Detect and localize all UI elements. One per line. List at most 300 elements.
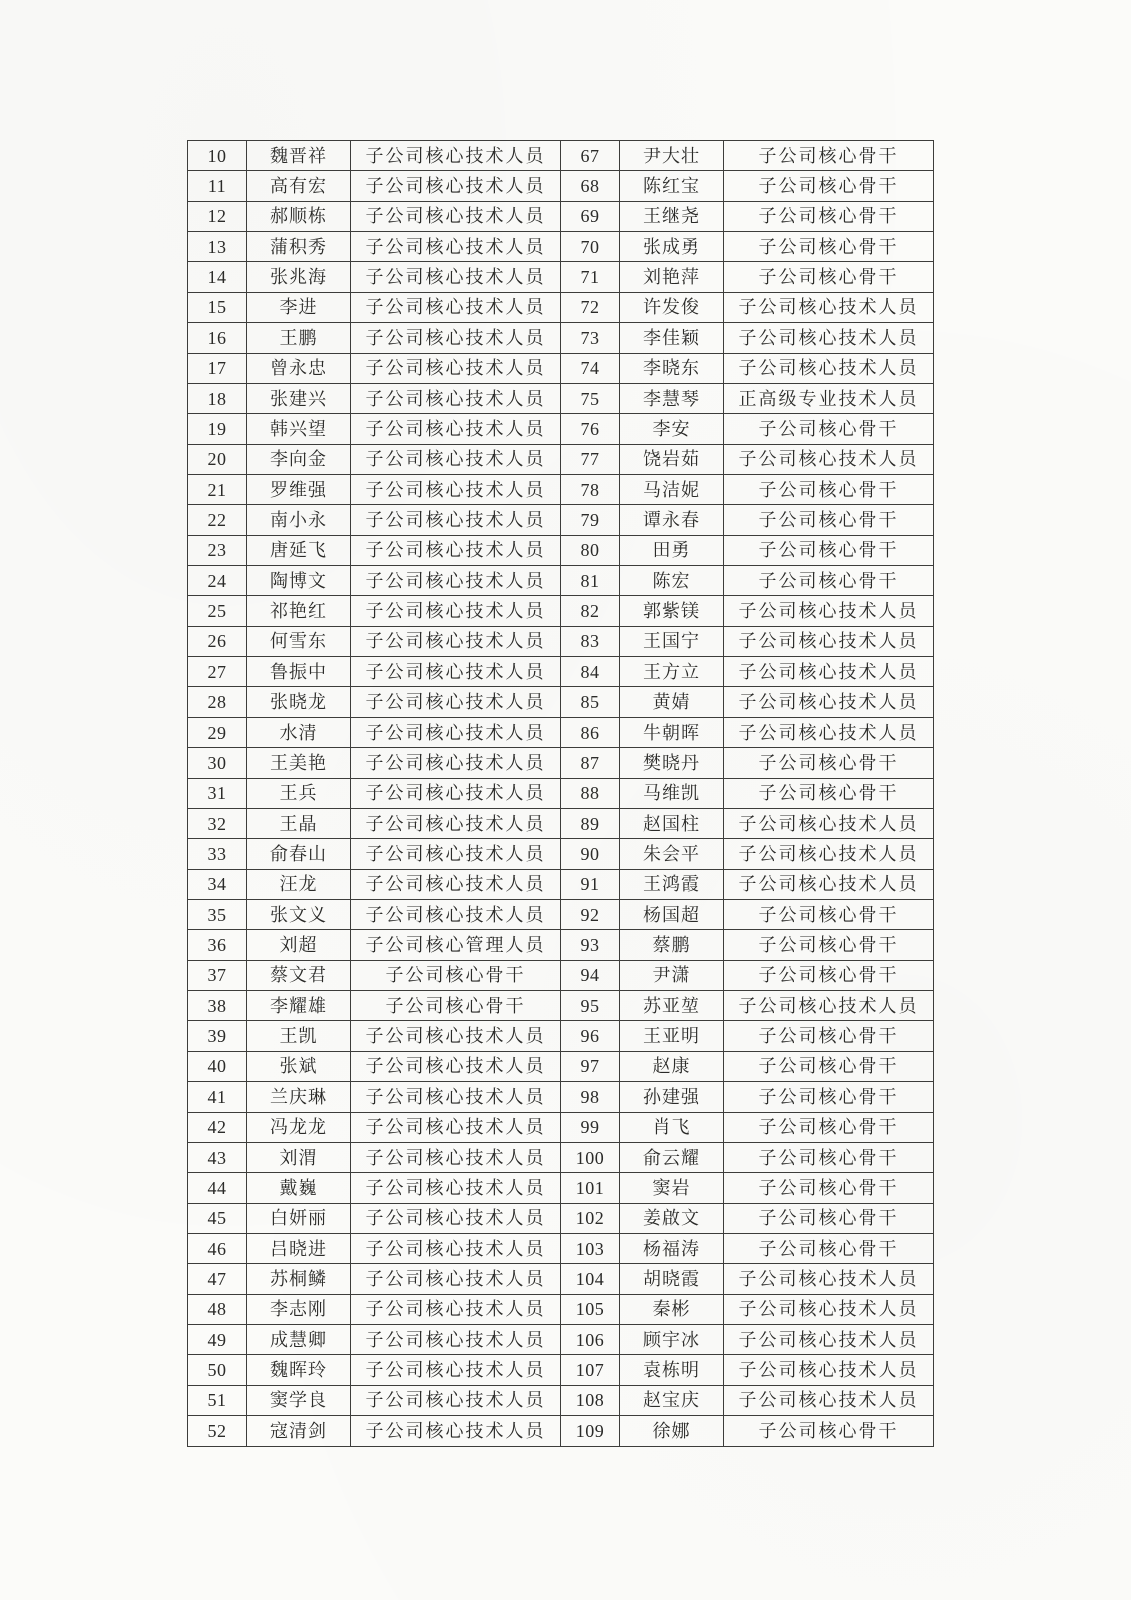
row-number-left: 37 [188,960,247,990]
table-row [188,687,934,717]
row-number-right: 109 [561,1416,620,1447]
row-number-right: 85 [561,687,620,717]
person-name-right: 胡晓霞 [620,1264,724,1294]
person-name-right: 谭永春 [620,505,724,535]
row-number-right: 91 [561,869,620,899]
row-number-right: 92 [561,899,620,929]
person-title-left: 子公司核心管理人员 [351,930,561,960]
table-row [188,1355,934,1385]
person-name-right: 刘艳萍 [620,262,724,292]
person-title-left: 子公司核心技术人员 [351,839,561,869]
person-title-right: 子公司核心骨干 [724,1203,934,1233]
person-name-left: 王凯 [247,1021,351,1051]
row-number-left: 16 [188,323,247,353]
person-title-right: 子公司核心技术人员 [724,687,934,717]
person-name-right: 杨福涛 [620,1233,724,1263]
table-row [188,717,934,747]
person-title-right: 子公司核心技术人员 [724,869,934,899]
person-name-left: 祁艳红 [247,596,351,626]
person-title-left: 子公司核心技术人员 [351,1203,561,1233]
table-row [188,1294,934,1324]
person-title-left: 子公司核心技术人员 [351,899,561,929]
person-name-left: 蒲积秀 [247,232,351,262]
person-title-right: 子公司核心技术人员 [724,626,934,656]
table-row [188,748,934,778]
person-title-left: 子公司核心技术人员 [351,1325,561,1355]
person-title-left: 子公司核心骨干 [351,991,561,1021]
person-name-left: 水清 [247,717,351,747]
row-number-left: 51 [188,1385,247,1415]
person-title-right: 子公司核心技术人员 [724,839,934,869]
person-title-left: 子公司核心技术人员 [351,535,561,565]
person-name-right: 郭紫镁 [620,596,724,626]
row-number-left: 41 [188,1082,247,1112]
person-name-left: 张晓龙 [247,687,351,717]
person-title-left: 子公司核心技术人员 [351,717,561,747]
person-name-right: 许发俊 [620,292,724,322]
row-number-left: 18 [188,383,247,413]
person-title-right: 子公司核心技术人员 [724,353,934,383]
person-title-right: 子公司核心骨干 [724,1051,934,1081]
person-title-right: 子公司核心骨干 [724,1173,934,1203]
person-name-left: 刘渭 [247,1142,351,1172]
table-row [188,232,934,262]
row-number-right: 71 [561,262,620,292]
row-number-left: 39 [188,1021,247,1051]
person-name-right: 尹大壮 [620,141,724,171]
person-name-left: 王美艳 [247,748,351,778]
row-number-left: 45 [188,1203,247,1233]
person-title-left: 子公司核心技术人员 [351,1021,561,1051]
row-number-right: 101 [561,1173,620,1203]
person-title-left: 子公司核心技术人员 [351,1142,561,1172]
person-title-left: 子公司核心技术人员 [351,778,561,808]
person-name-left: 高有宏 [247,171,351,201]
person-name-right: 李晓东 [620,353,724,383]
person-title-left: 子公司核心技术人员 [351,687,561,717]
person-title-right: 子公司核心骨干 [724,262,934,292]
person-name-right: 陈宏 [620,566,724,596]
person-title-left: 子公司核心技术人员 [351,869,561,899]
table-row [188,1082,934,1112]
person-title-right: 子公司核心骨干 [724,141,934,171]
row-number-right: 98 [561,1082,620,1112]
person-name-right: 尹潇 [620,960,724,990]
person-title-right: 子公司核心技术人员 [724,717,934,747]
person-name-right: 赵国柱 [620,808,724,838]
person-name-right: 黄婧 [620,687,724,717]
person-name-left: 苏桐鳞 [247,1264,351,1294]
table-row [188,1233,934,1263]
table-row [188,1173,934,1203]
table-row [188,1203,934,1233]
personnel-table-body [188,141,934,1447]
person-name-right: 杨国超 [620,899,724,929]
table-row [188,626,934,656]
person-name-right: 孙建强 [620,1082,724,1112]
person-name-left: 王鹏 [247,323,351,353]
person-title-left: 子公司核心技术人员 [351,626,561,656]
person-name-right: 姜啟文 [620,1203,724,1233]
personnel-table [187,140,934,1447]
row-number-right: 100 [561,1142,620,1172]
person-title-left: 子公司核心技术人员 [351,292,561,322]
person-name-left: 窦学良 [247,1385,351,1415]
row-number-left: 49 [188,1325,247,1355]
table-row [188,1385,934,1415]
row-number-right: 93 [561,930,620,960]
person-name-left: 张斌 [247,1051,351,1081]
table-row [188,201,934,231]
person-title-right: 子公司核心技术人员 [724,1264,934,1294]
person-name-left: 汪龙 [247,869,351,899]
person-title-left: 子公司核心技术人员 [351,141,561,171]
person-name-right: 王国宁 [620,626,724,656]
person-title-left: 子公司核心技术人员 [351,1233,561,1263]
person-name-right: 牛朝晖 [620,717,724,747]
person-title-left: 子公司核心技术人员 [351,505,561,535]
person-title-left: 子公司核心技术人员 [351,1385,561,1415]
row-number-right: 86 [561,717,620,747]
person-title-right: 子公司核心技术人员 [724,1355,934,1385]
table-row [188,839,934,869]
table-row [188,535,934,565]
person-name-left: 冯龙龙 [247,1112,351,1142]
person-title-left: 子公司核心技术人员 [351,1051,561,1081]
row-number-left: 38 [188,991,247,1021]
row-number-left: 22 [188,505,247,535]
row-number-left: 21 [188,474,247,504]
row-number-right: 79 [561,505,620,535]
person-title-left: 子公司核心技术人员 [351,1082,561,1112]
person-title-right: 子公司核心骨干 [724,535,934,565]
row-number-right: 82 [561,596,620,626]
table-row [188,1416,934,1447]
person-name-right: 李佳颖 [620,323,724,353]
row-number-left: 50 [188,1355,247,1385]
person-name-left: 唐延飞 [247,535,351,565]
person-name-left: 戴巍 [247,1173,351,1203]
person-name-right: 马维凯 [620,778,724,808]
row-number-right: 75 [561,383,620,413]
person-title-left: 子公司核心技术人员 [351,1355,561,1385]
row-number-left: 12 [188,201,247,231]
person-title-right: 子公司核心技术人员 [724,444,934,474]
person-name-left: 蔡文君 [247,960,351,990]
row-number-left: 20 [188,444,247,474]
person-title-left: 子公司核心技术人员 [351,201,561,231]
person-name-left: 俞春山 [247,839,351,869]
table-row [188,1142,934,1172]
person-title-left: 子公司核心技术人员 [351,444,561,474]
row-number-right: 102 [561,1203,620,1233]
person-title-left: 子公司核心技术人员 [351,262,561,292]
person-name-right: 赵康 [620,1051,724,1081]
row-number-left: 47 [188,1264,247,1294]
row-number-left: 32 [188,808,247,838]
row-number-left: 27 [188,657,247,687]
table-row [188,262,934,292]
person-title-left: 子公司核心技术人员 [351,1416,561,1447]
person-title-right: 子公司核心骨干 [724,930,934,960]
row-number-right: 72 [561,292,620,322]
person-title-right: 子公司核心骨干 [724,1021,934,1051]
row-number-left: 29 [188,717,247,747]
person-name-left: 鲁振中 [247,657,351,687]
row-number-right: 68 [561,171,620,201]
person-title-right: 子公司核心骨干 [724,1416,934,1447]
table-row [188,991,934,1021]
row-number-right: 83 [561,626,620,656]
person-name-right: 蔡鹏 [620,930,724,960]
person-name-right: 肖飞 [620,1112,724,1142]
person-name-right: 顾宇冰 [620,1325,724,1355]
table-row [188,474,934,504]
person-name-right: 赵宝庆 [620,1385,724,1415]
person-title-right: 子公司核心骨干 [724,748,934,778]
person-title-right: 正高级专业技术人员 [724,383,934,413]
table-row [188,141,934,171]
person-title-right: 子公司核心骨干 [724,778,934,808]
row-number-left: 52 [188,1416,247,1447]
row-number-left: 30 [188,748,247,778]
person-title-right: 子公司核心技术人员 [724,1294,934,1324]
table-row [188,414,934,444]
person-name-right: 王鸿霞 [620,869,724,899]
person-title-right: 子公司核心骨干 [724,201,934,231]
row-number-right: 80 [561,535,620,565]
person-name-left: 李向金 [247,444,351,474]
person-name-right: 秦彬 [620,1294,724,1324]
row-number-right: 96 [561,1021,620,1051]
row-number-left: 25 [188,596,247,626]
table-row [188,566,934,596]
person-title-right: 子公司核心骨干 [724,474,934,504]
person-name-left: 白妍丽 [247,1203,351,1233]
person-name-left: 寇清剑 [247,1416,351,1447]
person-name-left: 李志刚 [247,1294,351,1324]
person-title-left: 子公司核心技术人员 [351,232,561,262]
person-title-right: 子公司核心骨干 [724,960,934,990]
row-number-right: 76 [561,414,620,444]
row-number-right: 106 [561,1325,620,1355]
person-title-left: 子公司核心技术人员 [351,1173,561,1203]
row-number-left: 17 [188,353,247,383]
person-title-left: 子公司核心技术人员 [351,1264,561,1294]
table-row [188,353,934,383]
row-number-right: 97 [561,1051,620,1081]
person-name-right: 俞云耀 [620,1142,724,1172]
row-number-left: 40 [188,1051,247,1081]
row-number-right: 99 [561,1112,620,1142]
table-row [188,960,934,990]
person-name-left: 王晶 [247,808,351,838]
row-number-right: 84 [561,657,620,687]
table-row [188,383,934,413]
table-row [188,292,934,322]
person-title-left: 子公司核心技术人员 [351,474,561,504]
person-name-left: 韩兴望 [247,414,351,444]
person-name-left: 罗维强 [247,474,351,504]
row-number-left: 33 [188,839,247,869]
person-title-left: 子公司核心技术人员 [351,566,561,596]
table-row [188,808,934,838]
person-title-left: 子公司核心技术人员 [351,414,561,444]
person-name-right: 李慧琴 [620,383,724,413]
person-name-right: 苏亚堃 [620,991,724,1021]
table-row [188,596,934,626]
row-number-left: 28 [188,687,247,717]
row-number-right: 73 [561,323,620,353]
table-row [188,1112,934,1142]
person-name-left: 李耀雄 [247,991,351,1021]
person-title-right: 子公司核心骨干 [724,566,934,596]
person-name-right: 张成勇 [620,232,724,262]
row-number-left: 14 [188,262,247,292]
row-number-left: 48 [188,1294,247,1324]
table-row [188,1325,934,1355]
row-number-right: 70 [561,232,620,262]
row-number-right: 105 [561,1294,620,1324]
person-name-right: 樊晓丹 [620,748,724,778]
row-number-right: 95 [561,991,620,1021]
person-name-right: 朱会平 [620,839,724,869]
person-name-left: 吕晓进 [247,1233,351,1263]
table-row [188,1021,934,1051]
person-name-left: 兰庆琳 [247,1082,351,1112]
table-row [188,869,934,899]
person-name-left: 张兆海 [247,262,351,292]
person-name-left: 王兵 [247,778,351,808]
person-name-left: 魏晋祥 [247,141,351,171]
person-name-left: 李进 [247,292,351,322]
person-name-left: 南小永 [247,505,351,535]
person-name-left: 陶博文 [247,566,351,596]
row-number-left: 13 [188,232,247,262]
person-title-right: 子公司核心骨干 [724,232,934,262]
row-number-left: 36 [188,930,247,960]
person-title-right: 子公司核心技术人员 [724,323,934,353]
table-row [188,1264,934,1294]
row-number-left: 46 [188,1233,247,1263]
table-row [188,899,934,929]
row-number-right: 104 [561,1264,620,1294]
table-row [188,930,934,960]
person-title-right: 子公司核心骨干 [724,1233,934,1263]
table-row [188,778,934,808]
table-row [188,323,934,353]
person-title-right: 子公司核心技术人员 [724,657,934,687]
person-title-right: 子公司核心骨干 [724,1112,934,1142]
person-name-left: 魏晖玲 [247,1355,351,1385]
row-number-left: 26 [188,626,247,656]
row-number-right: 81 [561,566,620,596]
person-title-right: 子公司核心技术人员 [724,1325,934,1355]
row-number-right: 67 [561,141,620,171]
person-name-right: 李安 [620,414,724,444]
person-title-left: 子公司核心技术人员 [351,353,561,383]
row-number-left: 35 [188,899,247,929]
row-number-right: 90 [561,839,620,869]
table-row [188,171,934,201]
row-number-right: 94 [561,960,620,990]
person-title-right: 子公司核心技术人员 [724,292,934,322]
person-name-left: 郝顺栋 [247,201,351,231]
row-number-right: 107 [561,1355,620,1385]
row-number-right: 78 [561,474,620,504]
row-number-left: 24 [188,566,247,596]
person-name-left: 何雪东 [247,626,351,656]
person-name-right: 徐娜 [620,1416,724,1447]
row-number-left: 23 [188,535,247,565]
person-title-right: 子公司核心技术人员 [724,1385,934,1415]
person-title-left: 子公司核心技术人员 [351,657,561,687]
person-title-left: 子公司核心技术人员 [351,171,561,201]
person-name-right: 饶岩茹 [620,444,724,474]
person-title-left: 子公司核心技术人员 [351,1112,561,1142]
person-title-left: 子公司核心技术人员 [351,383,561,413]
person-name-right: 王亚明 [620,1021,724,1051]
person-title-left: 子公司核心技术人员 [351,748,561,778]
row-number-right: 89 [561,808,620,838]
person-title-right: 子公司核心骨干 [724,899,934,929]
row-number-right: 77 [561,444,620,474]
row-number-left: 31 [188,778,247,808]
row-number-right: 88 [561,778,620,808]
person-name-right: 陈红宝 [620,171,724,201]
row-number-left: 15 [188,292,247,322]
person-name-left: 曾永忠 [247,353,351,383]
row-number-right: 74 [561,353,620,383]
person-name-right: 田勇 [620,535,724,565]
row-number-right: 103 [561,1233,620,1263]
person-title-left: 子公司核心技术人员 [351,596,561,626]
person-title-right: 子公司核心骨干 [724,1142,934,1172]
person-title-left: 子公司核心技术人员 [351,323,561,353]
row-number-right: 108 [561,1385,620,1415]
table-row [188,444,934,474]
row-number-left: 34 [188,869,247,899]
person-name-right: 窦岩 [620,1173,724,1203]
person-title-left: 子公司核心技术人员 [351,808,561,838]
person-name-left: 成慧卿 [247,1325,351,1355]
person-title-left: 子公司核心技术人员 [351,1294,561,1324]
row-number-left: 43 [188,1142,247,1172]
person-name-right: 袁栋明 [620,1355,724,1385]
person-title-left: 子公司核心骨干 [351,960,561,990]
row-number-left: 42 [188,1112,247,1142]
row-number-right: 87 [561,748,620,778]
table-row [188,505,934,535]
row-number-left: 11 [188,171,247,201]
person-title-right: 子公司核心技术人员 [724,596,934,626]
row-number-left: 44 [188,1173,247,1203]
person-name-right: 王方立 [620,657,724,687]
person-title-right: 子公司核心骨干 [724,1082,934,1112]
person-name-right: 马洁妮 [620,474,724,504]
row-number-left: 19 [188,414,247,444]
person-title-right: 子公司核心技术人员 [724,991,934,1021]
row-number-right: 69 [561,201,620,231]
person-name-left: 刘超 [247,930,351,960]
person-title-right: 子公司核心技术人员 [724,808,934,838]
person-name-left: 张文义 [247,899,351,929]
person-title-right: 子公司核心骨干 [724,414,934,444]
table-row [188,657,934,687]
person-title-right: 子公司核心骨干 [724,171,934,201]
row-number-left: 10 [188,141,247,171]
person-name-left: 张建兴 [247,383,351,413]
